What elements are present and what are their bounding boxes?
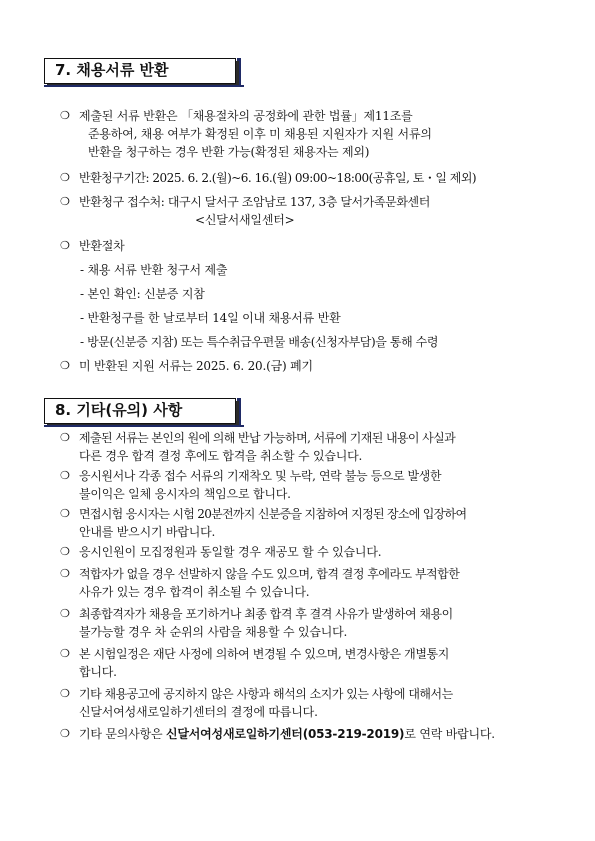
section-7-title: 7. 채용서류 반환 [44, 58, 236, 84]
bullet-icon: ❍ [60, 431, 70, 444]
procedure-step-4: - 방문(신분증 지참) 또는 특수취급우편물 배송(신청자부담)을 통해 수령 [80, 335, 439, 349]
s8-item8-line2: 신달서여성새로일하기센터의 결정에 따릅니다. [79, 705, 318, 719]
bullet-icon: ❍ [60, 507, 70, 520]
header-underline [44, 85, 244, 87]
s8-item1-line2: 다른 경우 합격 결정 후에도 합격을 취소할 수 있습니다. [79, 449, 363, 463]
header-accent [237, 58, 241, 87]
section-7-header [44, 58, 244, 86]
s7-item5-line1: 미 반환된 지원 서류는 2025. 6. 20.(금) 폐기 [79, 359, 313, 373]
s8-item5-line1: 적합자가 없을 경우 선발하지 않을 수도 있으며, 합격 결정 후에라도 부적합한 [79, 567, 460, 581]
bullet-icon: ❍ [60, 687, 70, 700]
s8-item3-line1: 면접시험 응시자는 시험 20분전까지 신분증을 지참하여 지정된 장소에 입장하여 [79, 507, 467, 521]
bullet-icon: ❍ [60, 567, 70, 580]
s7-item1-line2: 준용하여, 채용 여부가 확정된 이후 미 채용된 지원자가 지원 서류의 [88, 127, 432, 141]
s8-item7-line1: 본 시험일정은 재단 사정에 의하여 변경될 수 있으며, 변경사항은 개별통지 [79, 647, 449, 661]
s8-item1-line1: 제출된 서류는 본인의 원에 의해 반납 가능하며, 서류에 기재된 내용이 사실과 [79, 431, 456, 445]
s8-item3-line2: 안내를 받으시기 바랍니다. [79, 525, 216, 539]
s7-item3-line1: 반환청구 접수처: 대구시 달서구 조암남로 137, 3층 달서가족문화센터 [79, 195, 430, 209]
bullet-icon: ❍ [60, 239, 70, 252]
bullet-icon: ❍ [60, 359, 70, 372]
bullet-icon: ❍ [60, 607, 70, 620]
contact-suffix: 로 연락 바랍니다. [404, 727, 495, 741]
s8-contact-line [79, 726, 495, 742]
contact-prefix: 기타 문의사항은 [79, 727, 166, 741]
s8-item5-line2: 사유가 있는 경우 합격이 취소될 수 있습니다. [79, 585, 310, 599]
s7-item2-line1: 반환청구기간: 2025. 6. 2.(월)~6. 16.(월) 09:00~18:00(공휴일, 토・일 제외) [79, 171, 477, 185]
bullet-icon: ❍ [60, 469, 70, 482]
bullet-icon: ❍ [60, 727, 70, 740]
procedure-step-1: - 채용 서류 반환 청구서 제출 [80, 263, 228, 277]
s7-item4-line1: 반환절차 [79, 239, 125, 253]
bullet-icon: ❍ [60, 647, 70, 660]
procedure-step-2: - 본인 확인: 신분증 지참 [80, 287, 205, 301]
s8-item2-line1: 응시원서나 각종 접수 서류의 기재착오 및 누락, 연락 불능 등으로 발생한 [79, 469, 442, 483]
bullet-icon: ❍ [60, 545, 70, 558]
s7-item3-line2: <신달서새일센터> [195, 213, 295, 227]
s8-item6-line2: 불가능할 경우 차 순위의 사람을 채용할 수 있습니다. [79, 625, 348, 639]
s8-item7-line2: 합니다. [79, 665, 117, 679]
s8-item4-line1: 응시인원이 모집정원과 동일할 경우 재공모 할 수 있습니다. [79, 545, 382, 559]
bullet-icon: ❍ [60, 171, 70, 184]
s8-item8-line1: 기타 채용공고에 공지하지 않은 사항과 해석의 소지가 있는 사항에 대해서는 [79, 687, 453, 701]
s8-item6-line1: 최종합격자가 채용을 포기하거나 최종 합격 후 결격 사유가 발생하여 채용이 [79, 607, 453, 621]
s7-item1-line3: 반환을 청구하는 경우 반환 가능(확정된 채용자는 제외) [88, 145, 370, 159]
bullet-icon: ❍ [60, 109, 70, 122]
contact-center-phone: 신달서여성새로일하기센터(053-219-2019) [165, 727, 405, 741]
bullet-icon: ❍ [60, 195, 70, 208]
header-accent [237, 398, 241, 427]
procedure-step-3: - 반환청구를 한 날로부터 14일 이내 채용서류 반환 [80, 311, 341, 325]
s8-item2-line2: 불이익은 일체 응시자의 책임으로 합니다. [79, 487, 291, 501]
header-underline [44, 425, 244, 427]
section-8-title: 8. 기타(유의) 사항 [44, 398, 236, 424]
s7-item1-line1: 제출된 서류 반환은 「채용절차의 공정화에 관한 법률」제11조를 [79, 109, 413, 123]
section-8-header [44, 398, 244, 426]
